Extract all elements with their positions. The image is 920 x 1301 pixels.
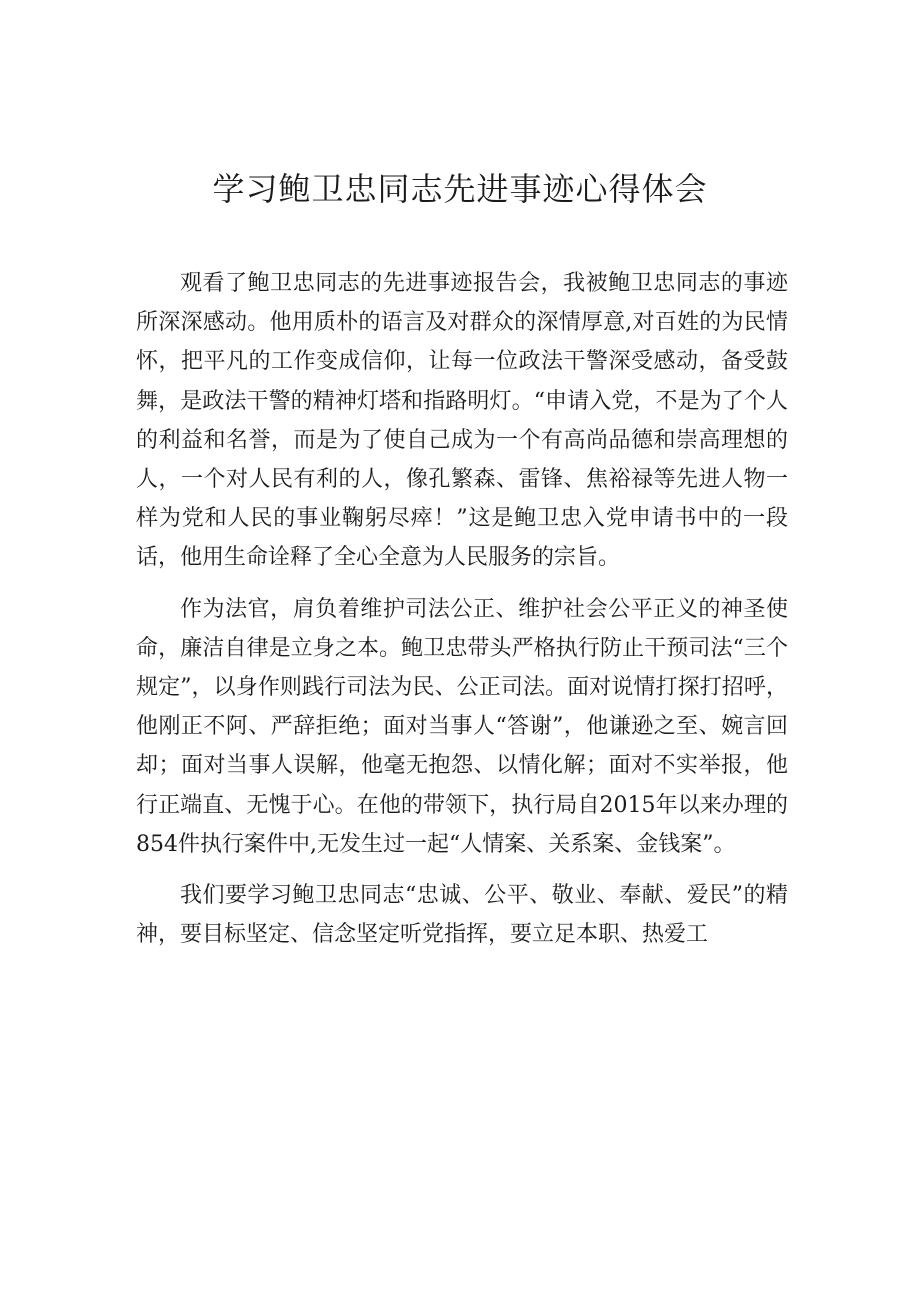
document-body: [136, 264, 788, 966]
paragraph-2: 作为法官，肩负着维护司法公正、维护社会公平正义的神圣使命，廉洁自律是立身之本。鲍卫忠带头严格执行防止干预司法“三个规定”，以身作则践行司法为民、公正司法。面对说情打探打招呼，他刚正不阿、严辞拒绝；面对当事人“答谢”，他谦逊之至、婉言回却；面对当事人误解，他毫无抱怨、以情化解；面对不实举报，他行正端直、无愧于心。在他的带领下，执行局自2015年以来办理的854件执行案件中,无发生过一起“人情案、关系案、金钱案”。: [136, 596, 788, 857]
paragraph-1: 观看了鲍卫忠同志的先进事迹报告会，我被鲍卫忠同志的事迹所深深感动。他用质朴的语言及对群众的深情厚意,对百姓的为民情怀，把平凡的工作变成信仰，让每一位政法干警深受感动，备受鼓舞，是政法干警的精神灯塔和指路明灯。“申请入党，不是为了个人的利益和名誉，而是为了使自己成为一个有高尚品德和崇高理想的人，一个对人民有利的人，像孔繁森、雷锋、焦裕禄等先进人物一样为党和人民的事业鞠躬尽瘁！”这是鲍卫忠入党申请书中的一段话，他用生命诠释了全心全意为人民服务的宗旨。: [136, 271, 788, 571]
document-title: 学习鲍卫忠同志先进事迹心得体会: [212, 170, 708, 208]
paragraph-3: 我们要学习鲍卫忠同志“忠诚、公平、敬业、奉献、爱民”的精神，要目标坚定、信念坚定听党指挥，要立足本职、热爱工: [136, 883, 788, 948]
